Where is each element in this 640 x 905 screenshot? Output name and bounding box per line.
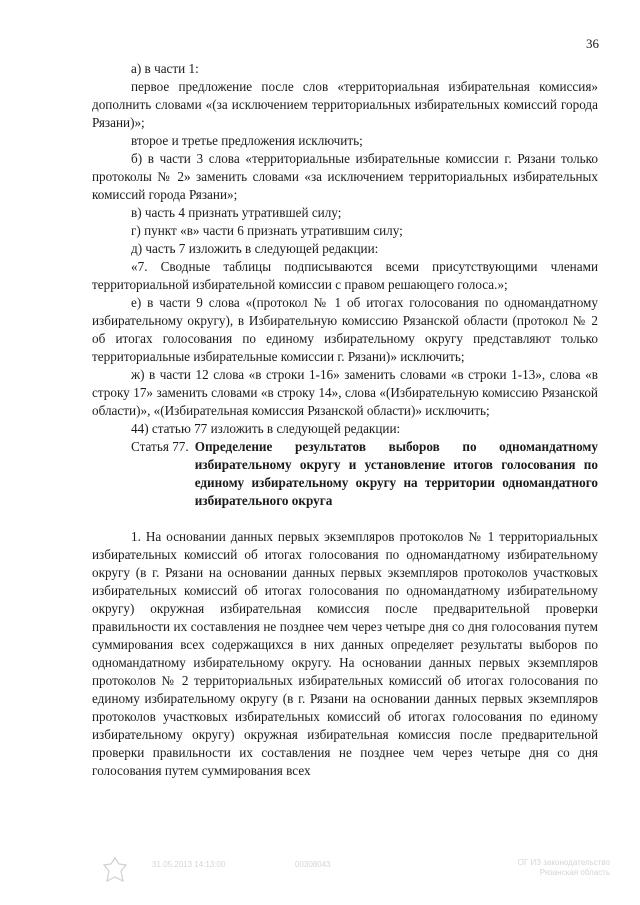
footer-source [460, 858, 610, 878]
paragraph-quote-7: «7. Сводные таблицы подписываются всеми присутствующими членами территориальной избирательной комиссии с правом решающего голоса.»; [92, 259, 598, 292]
paragraph-g: г) пункт «в» части 6 признать утратившим силу; [131, 223, 403, 238]
paragraph-second-third: второе и третье предложения исключить; [131, 133, 363, 148]
article-title: Определение результатов выборов по одномандатному избирательному округу и установление итогов голосования по единому избирательному округу на территории одномандатного избирательного округа [194, 439, 598, 508]
document-body [92, 60, 598, 780]
paragraph-44: 44) статью 77 изложить в следующей редакции: [131, 421, 401, 436]
article-label: Статья 77. [131, 439, 189, 454]
footer-source-line2: Рязанская область [539, 868, 610, 877]
paragraph-b: б) в части 3 слова «территориальные избирательные комиссии г. Рязани только протоколы № 2» заменить словами «за исключением территориальных избирательных комиссий города Рязани»; [92, 151, 598, 202]
footer-source-line1: ОГ ИЗ законодательство [517, 858, 610, 867]
spacer [92, 510, 598, 528]
paragraph-e: е) в части 9 слова «(протокол № 1 об итогах голосования по одномандатному избирательному округу), в Избирательную комиссию Рязанской области (протокол № 2 об итогах голосования по единому избирательному округу представляют только территориальные избирательные комиссии г. Рязани)» исключить; [92, 295, 598, 364]
emblem-icon [100, 856, 130, 884]
paragraph-first-sentence: первое предложение после слов «территориальная избирательная комиссия» дополнить словами «(за исключением территориальных избирательных комиссий города Рязани)»; [92, 79, 598, 130]
footer-date: 31.05.2013 14:13:00 [152, 860, 226, 869]
footer-code: 00308043 [295, 860, 331, 869]
page-number: 36 [586, 36, 599, 51]
paragraph-a: а) в части 1: [131, 61, 199, 76]
article-paragraph-1: 1. На основании данных первых экземпляров протоколов № 1 территориальных избирательных комиссий об итогах голосования по одномандатному избирательному округу (в г. Рязани на основании данных первых экземпляров протоколов участковых избирательных комиссий об итогах голосования по одномандатному избирательному округу) окружная избирательная комиссия после предварительной проверки правильности их составления не позднее чем через четыре дня со дня голосования путем суммирования всех содержащихся в них данных определяет результаты выборов по одномандатному избирательному округу. На основании данных первых экземпляров протоколов № 2 территориальных избирательных комиссий об итогах голосования по единому избирательному округу (в г. Рязани на основании данных первых экземпляров протоколов участковых избирательных комиссий об итогах голосования по единому избирательному округу) окружная избирательная комиссия после предварительной проверки правильности их составления не позднее чем через четыре дня со дня голосования путем суммирования всех [92, 529, 598, 778]
paragraph-v: в) часть 4 признать утратившей силу; [131, 205, 342, 220]
paragraph-zh: ж) в части 12 слова «в строки 1-16» заменить словами «в строки 1-13», слова «в строку 17» заменить словами «в строку 14», слова «(Избирательную комиссию Рязанской области)», «(Избирательная комиссия Рязанской области)» исключить; [92, 367, 598, 418]
article-heading [92, 438, 598, 510]
paragraph-d: д) часть 7 изложить в следующей редакции: [131, 241, 379, 256]
scan-footer-stamp [100, 852, 610, 892]
